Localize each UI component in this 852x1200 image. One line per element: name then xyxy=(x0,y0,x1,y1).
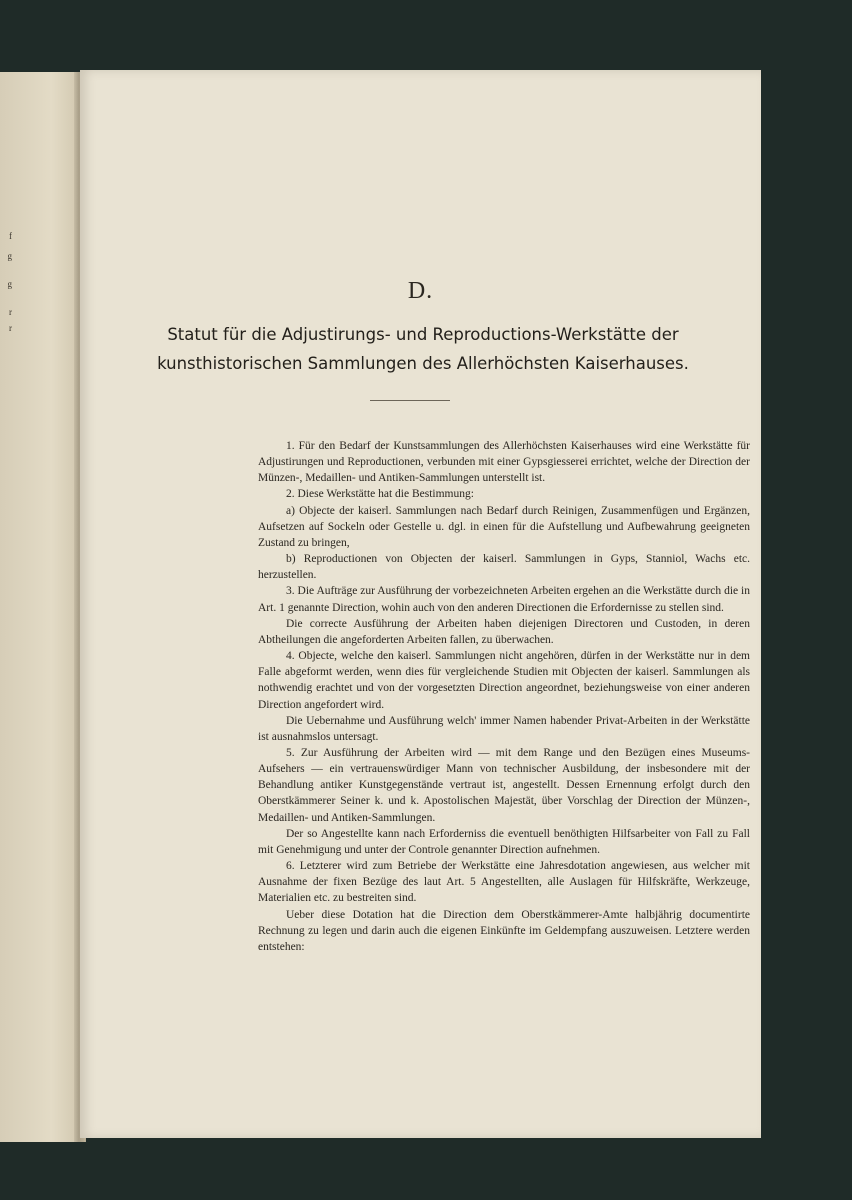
paragraph: b) Reproductionen von Objecten der kaiserl. Sammlungen in Gyps, Stanniol, Wachs etc. herzustellen. xyxy=(258,553,750,582)
margin-char: r xyxy=(9,323,12,333)
section-letter: D. xyxy=(407,278,434,304)
paragraph: Der so Angestellte kann nach Erforderniss die eventuell benöthigten Hilfsarbeiter von Fall zu Fall mit Genehmigung und unter der Controle genannter Direction aufnehmen. xyxy=(258,827,750,856)
paragraph: Ueber diese Dotation hat die Direction dem Oberstkämmerer-Amte halbjährig documentirte Rechnung zu legen und darin auch die eigenen Einkünfte im Geldempfang auszuweisen. Letztere werden entstehen: xyxy=(258,908,750,953)
margin-char: f xyxy=(9,231,12,241)
page-title xyxy=(128,320,718,378)
paragraph: Die correcte Ausführung der Arbeiten haben diejenigen Directoren und Custoden, in deren Abtheilungen die angeforderten Arbeiten fallen, zu überwachen. xyxy=(258,617,750,646)
title-divider xyxy=(370,400,450,401)
facing-page-text-fragments xyxy=(0,232,14,352)
document-page xyxy=(80,70,761,1138)
statute-body xyxy=(258,438,750,955)
paragraph: 4. Objecte, welche den kaiserl. Sammlungen nicht angehören, dürfen in der Werkstätte nur in dem Falle abgeformt werden, wenn dies für vergleichende Studien mit Objecten der kaiserl. Sammlungen als nothwendig erachtet und von der vorgesetzten Direction angeordnet, beziehungsweise von einer anderen Direction angefordert wird. xyxy=(258,650,750,711)
margin-char: g xyxy=(7,251,12,261)
paragraph: 2. Diese Werkstätte hat die Bestimmung: xyxy=(286,488,474,501)
title-line: Statut für die Adjustirungs- und Reproductions-Werkstätte der xyxy=(167,325,679,344)
paragraph: Die Uebernahme und Ausführung welch' immer Namen habender Privat-Arbeiten in der Werkstätte ist ausnahmslos untersagt. xyxy=(258,714,750,743)
title-line: kunsthistorischen Sammlungen des Allerhöchsten Kaiserhauses. xyxy=(157,354,689,373)
paragraph: 5. Zur Ausführung der Arbeiten wird — mit dem Range und den Bezügen eines Museums-Aufsehers — ein vertrauenswürdiger Mann von technischer Ausbildung, der insbesondere mit der Behandlung antiker Kunstgegenstände vertraut ist, angestellt. Dessen Ernennung erfolgt durch den Oberstkämmerer Seiner k. und k. Apostolischen Majestät, über Vorschlag der Direction der Münzen-, Medaillen- und Antiken-Sammlungen. xyxy=(258,746,750,824)
paragraph: a) Objecte der kaiserl. Sammlungen nach Bedarf durch Reinigen, Zusammenfügen und Ergänzen, Aufsetzen auf Sockeln oder Gestelle u. dgl. in einen für die Aufstellung und Aufbewahrung geeigneten Zustand zu bringen, xyxy=(258,504,750,549)
margin-char: g xyxy=(7,279,12,289)
paragraph: 6. Letzterer wird zum Betriebe der Werkstätte eine Jahresdotation angewiesen, aus welcher mit Ausnahme der fixen Bezüge des laut Art. 5 Angestellten, alle Auslagen für Hilfskräfte, Werkzeuge, Materialien etc. zu bestreiten sind. xyxy=(258,860,750,905)
paragraph: 1. Für den Bedarf der Kunstsammlungen des Allerhöchsten Kaiserhauses wird eine Werkstätte für Adjustirungen und Reproductionen, verbunden mit einer Gypsgiesserei errichtet, welche der Direction der Münzen-, Medaillen- und Antiken-Sammlungen unterstellt ist. xyxy=(258,440,750,485)
paragraph: 3. Die Aufträge zur Ausführung der vorbezeichneten Arbeiten ergehen an die Werkstätte durch die in Art. 1 genannte Direction, wohin auch von den anderen Directionen die Erfordernisse zu stellen sind. xyxy=(258,585,750,614)
margin-char: r xyxy=(9,307,12,317)
